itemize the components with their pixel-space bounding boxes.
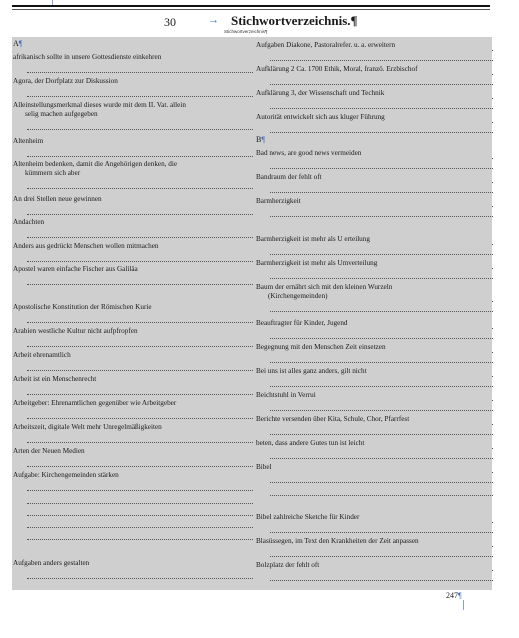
- index-entry-continuation: selig machen aufgegeben: [25, 110, 98, 118]
- index-entry-text: Bandraum der fehlt oft: [256, 173, 322, 181]
- dot-leader-page-line: [27, 213, 253, 215]
- dot-leader-page-line: [27, 538, 253, 540]
- index-entry-text: Barmherzigkeit: [256, 197, 301, 205]
- index-entry[interactable]: [256, 149, 493, 158]
- dot-leader-page-line: [270, 409, 493, 411]
- dot-leader-page-line: [27, 465, 253, 467]
- index-entry[interactable]: [13, 77, 253, 86]
- index-entry-text: Bei uns ist alles ganz anders, gilt nicht: [256, 367, 367, 375]
- index-entry[interactable]: [256, 235, 493, 244]
- margin-white-block: [493, 134, 519, 146]
- index-entry-text: Bolzplatz der fehlt oft: [256, 561, 320, 569]
- dot-leader-page-line: [27, 95, 253, 97]
- dot-leader-page-line: [27, 128, 253, 130]
- index-entry[interactable]: [13, 447, 253, 456]
- margin-white-block: [493, 280, 519, 292]
- index-entry-text: Altenheim: [13, 137, 44, 145]
- index-entry[interactable]: [256, 113, 493, 122]
- dot-leader-page-line: [27, 514, 253, 516]
- dot-leader-page-line: [27, 369, 253, 371]
- dot-leader-page-line: [270, 337, 493, 339]
- index-entry[interactable]: [256, 391, 493, 400]
- dot-leader-page-line: [27, 577, 253, 579]
- index-entry[interactable]: [256, 415, 493, 424]
- section-letter-text: A: [13, 39, 19, 48]
- index-entry[interactable]: [256, 89, 493, 98]
- index-entry[interactable]: [256, 537, 493, 546]
- index-entry[interactable]: [13, 218, 253, 227]
- tab-arrow-icon: →: [208, 14, 219, 26]
- index-entry[interactable]: [256, 65, 493, 74]
- index-entry-text: Blasüssegen, im Text den Krankheiten der Zeit anpassen: [256, 537, 419, 545]
- index-entry-text: Anders aus gedrückt Menschen wollen mitmachen: [13, 242, 159, 250]
- index-entry[interactable]: [13, 327, 253, 336]
- dot-leader-page-line: [270, 481, 493, 483]
- index-entry[interactable]: [13, 101, 253, 119]
- dot-leader-page-line: [27, 417, 253, 419]
- dot-leader-page-line: [27, 526, 253, 528]
- dot-leader-page-line: [27, 345, 253, 347]
- index-entry-text: Arbeit ehrenamtlich: [13, 351, 71, 359]
- dot-leader-page-line: [270, 457, 493, 459]
- index-entry[interactable]: [13, 471, 253, 480]
- dot-leader-page-line: [27, 155, 253, 157]
- index-entry-text: Barmherzigkeit ist mehr als Umverteilung: [256, 259, 378, 267]
- index-entry[interactable]: [256, 343, 493, 352]
- pilcrow-icon: ¶: [18, 39, 23, 48]
- index-entry[interactable]: [13, 53, 253, 62]
- dot-leader-page-line: [27, 260, 253, 262]
- dot-leader-page-line: [27, 71, 253, 73]
- index-entry[interactable]: [256, 367, 493, 376]
- index-entry-text: An drei Stellen neue gewinnen: [13, 195, 102, 203]
- index-entry-text: Bad news, are good news vermeiden: [256, 149, 362, 157]
- index-entry[interactable]: [256, 259, 493, 268]
- index-entry-text: Berichte versenden über Kita, Schule, Chor, Pfarrfest: [256, 415, 410, 423]
- index-entry[interactable]: [256, 41, 493, 50]
- index-entry-text: Altenheim bedenken, damit die Angehörigen denken, die: [13, 160, 178, 168]
- index-entry-text: Arbeitszeit, digitale Welt mehr Unregelmäßigkeiten: [13, 423, 162, 431]
- index-entry-text: Aufklärung 2 Ca. 1700 Ethik, Moral, franzö. Erzbischof: [256, 65, 418, 73]
- index-entry[interactable]: [13, 303, 253, 312]
- dot-leader-page-line: [27, 321, 253, 323]
- index-entry[interactable]: [256, 283, 493, 301]
- index-entry-text: Begegnung mit den Menschen Zeit einsetzen: [256, 343, 386, 351]
- dot-leader-page-line: [270, 361, 493, 363]
- dot-leader-page-line: [270, 433, 493, 435]
- index-entry-text: Bibel zahlreiche Sketche für Kinder: [256, 513, 360, 521]
- index-entry[interactable]: [256, 173, 493, 182]
- page-title[interactable]: Stichwortverzeichnis.¶: [231, 13, 358, 28]
- index-entry[interactable]: [13, 559, 253, 568]
- index-entry-text: Barmherzigkeit ist mehr als U erteilung: [256, 235, 370, 243]
- index-entry[interactable]: [13, 137, 253, 146]
- index-entry[interactable]: [13, 423, 253, 432]
- index-entry-text: Andachten: [13, 218, 45, 226]
- index-entry-text: Agora, der Dorfplatz zur Diskussion: [13, 77, 118, 85]
- index-entry[interactable]: [13, 375, 253, 384]
- dot-leader-page-line: [270, 59, 493, 61]
- index-entry[interactable]: [13, 242, 253, 251]
- index-entry-text: Beauftragter für Kinder, Jugend: [256, 319, 348, 327]
- index-entry-text: Arbeitgeber: Ehrenamtlichen gegenüber wie Arbeitgeber: [13, 399, 177, 407]
- index-entry[interactable]: [256, 463, 493, 472]
- index-entry-text: Apostel waren einfache Fischer aus Galiläa: [13, 265, 138, 273]
- index-entry[interactable]: [256, 561, 493, 570]
- dot-leader-page-line: [27, 236, 253, 238]
- dot-leader-page-line: [27, 393, 253, 395]
- dot-leader-page-line: [270, 215, 493, 217]
- header-rule-thick: [12, 5, 490, 7]
- index-entry-text: Arten der Neuen Medien: [13, 447, 85, 455]
- dot-leader-page-line: [27, 187, 253, 189]
- footer-page-number: 247: [446, 591, 458, 600]
- dot-leader-page-line: [270, 253, 493, 255]
- index-entry[interactable]: [13, 351, 253, 360]
- index-entry-text: Aufgaben Diakone, Pastoralrefer. u. a. erweitern: [256, 41, 396, 49]
- index-entry-text: Aufgaben anders gestalten: [13, 559, 90, 567]
- index-entry-text: Aufgabe: Kirchengemeinden stärken: [13, 471, 119, 479]
- index-entry[interactable]: [13, 160, 253, 178]
- dot-leader-page-line: [27, 283, 253, 285]
- index-entry[interactable]: [256, 439, 493, 448]
- dot-leader-page-line: [27, 489, 253, 491]
- index-entry[interactable]: [256, 197, 493, 206]
- index-entry-text: Baum der ernährt sich mit den kleinen Wurzeln: [256, 283, 393, 291]
- dot-leader-page-line: [27, 502, 253, 504]
- index-entry-text: Bibel: [256, 463, 272, 471]
- dot-leader-page-line: [27, 441, 253, 443]
- dot-leader-page-line: [270, 131, 493, 133]
- footer-tick: [463, 600, 464, 610]
- header-page-number: 30: [164, 15, 176, 29]
- dot-leader-page-line: [270, 107, 493, 109]
- page-footer: [446, 591, 462, 600]
- index-entry[interactable]: [256, 319, 493, 328]
- section-letter-text: B: [256, 135, 262, 144]
- index-entry-continuation: (Kirchengemeinden): [268, 292, 328, 300]
- dot-leader-page-line: [270, 555, 493, 557]
- dot-leader-page-line: [270, 191, 493, 193]
- pilcrow-icon: ¶: [458, 591, 462, 600]
- index-entry-continuation: kümmern sich aber: [25, 169, 81, 177]
- index-entry-text: Autorität entwickelt sich aus kluger Führung: [256, 113, 385, 121]
- index-entry[interactable]: [256, 513, 493, 522]
- index-entry-text: afrikanisch sollte in unsere Gottesdienste einkehren: [13, 53, 162, 61]
- dot-leader-page-line: [270, 385, 493, 387]
- index-entry-text: Aufklärung 3, der Wissenschaft und Technik: [256, 89, 385, 97]
- index-entry-text: Arbeit ist ein Menschenrecht: [13, 375, 97, 383]
- index-entry-text: Arabien westliche Kultur nicht aufpfropfen: [13, 327, 138, 335]
- dot-leader-page-line: [270, 531, 493, 533]
- dot-leader-page-line: [270, 83, 493, 85]
- header-rule-thin: [12, 9, 490, 10]
- dot-leader-page-line: [270, 277, 493, 279]
- dot-leader-page-line: [270, 310, 493, 312]
- dot-leader-page-line: [270, 579, 493, 581]
- index-entry-text: Beichtstuhl in Verrui: [256, 391, 316, 399]
- index-entry[interactable]: [13, 399, 253, 408]
- dot-leader-page-line: [270, 167, 493, 169]
- section-letter-b: [256, 135, 265, 144]
- index-entry-text: Alleinstellungsmerkmal dieses wurde mit dem II. Vat. allein: [13, 101, 186, 109]
- pilcrow-icon: ¶: [261, 135, 265, 144]
- index-entry[interactable]: [13, 195, 253, 204]
- page-subtitle: Stichwortverzeichnis¶: [224, 29, 268, 34]
- index-entry-text: beten, dass andere Gutes tun ist leicht: [256, 439, 365, 447]
- index-entry-text: Apostolische Konstitution der Römischen Kurie: [13, 303, 152, 311]
- section-letter-a: [13, 39, 22, 48]
- index-entry[interactable]: [13, 265, 253, 274]
- dot-leader-page-line: [270, 494, 493, 496]
